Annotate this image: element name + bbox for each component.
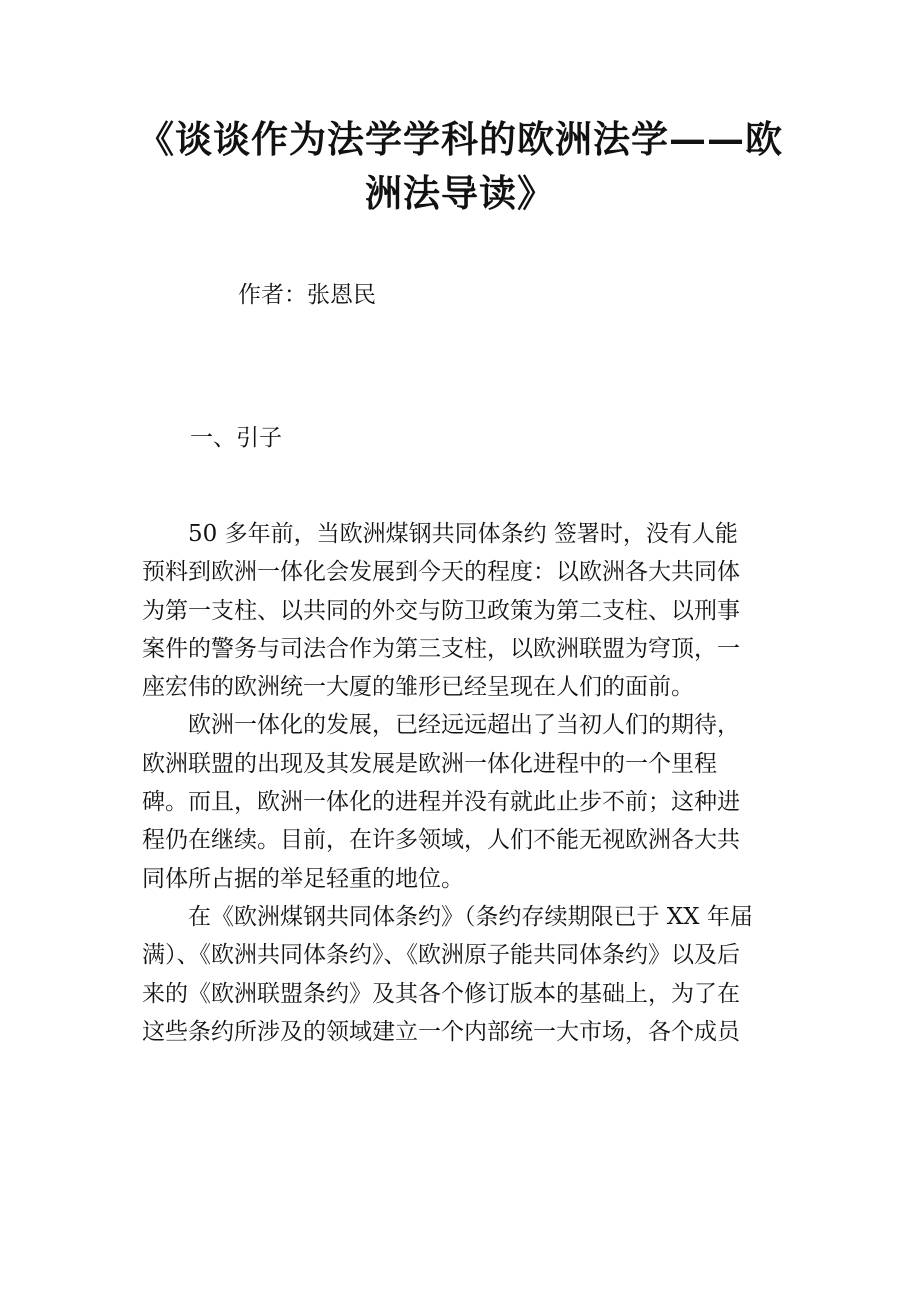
text-line: 这些条约所涉及的领域建立一个内部统一大市场，各个成员 <box>142 1018 740 1045</box>
text-line: 碑。而且，欧洲一体化的进程并没有就此止步不前；这种进 <box>142 789 740 816</box>
section-heading: 一、引子 <box>190 425 282 451</box>
text-line: 50 多年前，当欧洲煤钢共同体条约 签署时，没有人能 <box>188 521 738 547</box>
text-line: 预料到欧洲一体化会发展到今天的程度：以欧洲各大共同体 <box>142 559 740 586</box>
paragraph-1 <box>142 515 782 706</box>
document-title: 《谈谈作为法学学科的欧洲法学——欧洲法导读》 <box>137 117 783 215</box>
author-line: 作者：张恩民 <box>238 282 376 308</box>
text-line: 为第一支柱、以共同的外交与防卫政策为第二支柱、以刑事 <box>142 597 740 624</box>
body-text <box>142 515 782 1051</box>
text-line: 座宏伟的欧洲统一大厦的雏形已经呈现在人们的面前。 <box>142 674 694 701</box>
text-line: 欧洲联盟的出现及其发展是欧洲一体化进程中的一个里程 <box>142 750 717 777</box>
text-line: 欧洲一体化的发展，已经远远超出了当初人们的期待， <box>188 712 740 739</box>
text-line: 同体所占据的举足轻重的地位。 <box>142 865 464 892</box>
text-line: 程仍在继续。目前，在许多领域，人们不能无视欧洲各大共 <box>142 827 740 854</box>
text-line: 来的《欧洲联盟条约》及其各个修订版本的基础上，为了在 <box>142 980 740 1007</box>
text-line: 在《欧洲煤钢共同体条约》（条约存续期限已于 XX 年届 <box>188 903 753 930</box>
text-line: 满）、《欧洲共同体条约》、《欧洲原子能共同体条约》以及后 <box>142 942 740 969</box>
paragraph-2 <box>142 706 782 897</box>
text-line: 案件的警务与司法合作为第三支柱，以欧洲联盟为穹顶，一 <box>142 635 740 662</box>
paragraph-3 <box>142 898 782 1051</box>
